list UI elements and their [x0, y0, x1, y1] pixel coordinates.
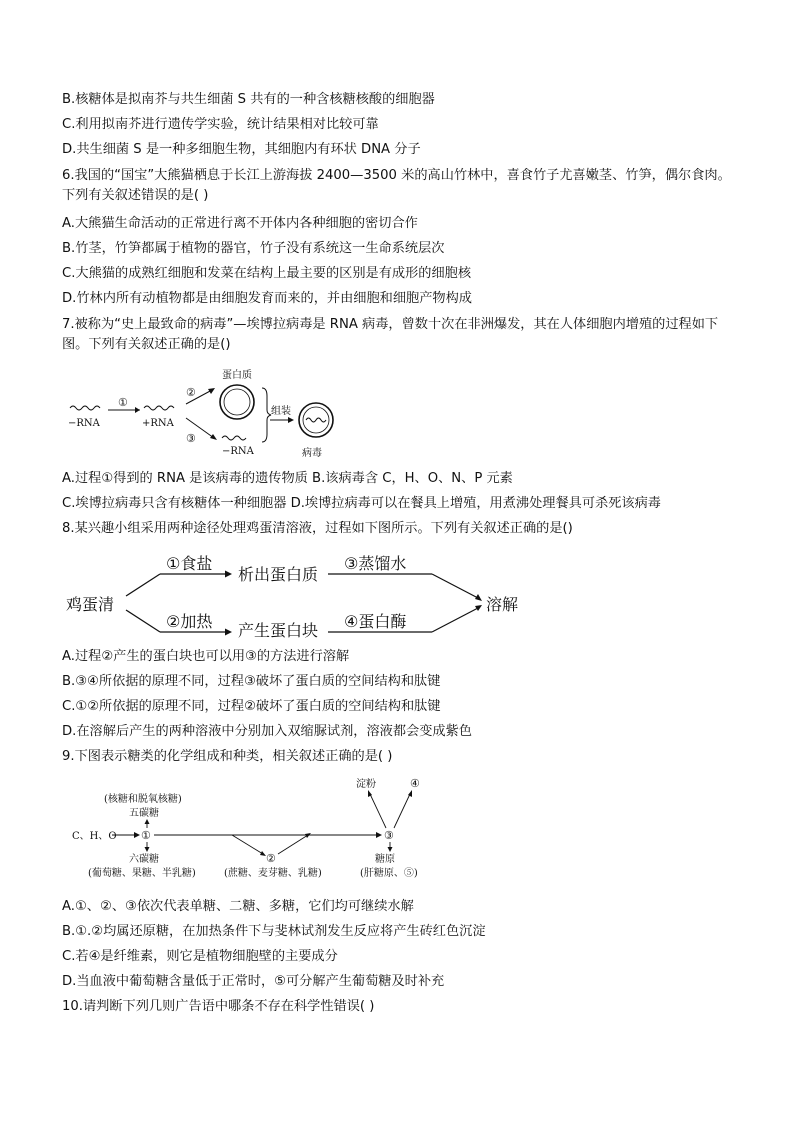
distilled-water-step-label: ③蒸馏水: [344, 554, 407, 573]
ebola-replication-diagram: [62, 364, 352, 464]
sugar-classification-diagram: [62, 772, 442, 888]
q8-option-b: B.③④所依据的原理不同，过程③破坏了蛋白质的空间结构和肽键: [62, 674, 441, 689]
hexose-note: (葡萄糖、果糖、半乳糖): [88, 868, 196, 879]
heat-step-label: ②加热: [166, 612, 213, 631]
glycogen-label: 糖原: [375, 854, 395, 865]
virus-label: 病毒: [302, 448, 322, 459]
node-1-label: ①: [141, 829, 151, 842]
egg-white-label: 鸡蛋清: [66, 595, 115, 614]
q6-option-b: B.竹茎，竹笋都属于植物的器官，竹子没有系统这一生命系统层次: [62, 241, 445, 256]
q8-option-d: D.在溶解后产生的两种溶液中分别加入双缩脲试剂，溶液都会变成紫色: [62, 724, 472, 739]
pentose-label: 五碳糖: [129, 808, 159, 819]
step-2-label: ②: [186, 386, 196, 399]
q9-option-b: B.①.②均属还原糖，在加热条件下与斐林试剂发生反应将产生砖红色沉淀: [62, 924, 486, 939]
hexose-label: 六碳糖: [129, 854, 159, 865]
node-2-label: ②: [266, 852, 276, 865]
q6-option-d: D.竹林内所有动植物都是由细胞发育而来的，并由细胞和细胞产物构成: [62, 291, 472, 306]
question-9-stem: 9.下图表示糖类的化学组成和种类，相关叙述正确的是( ): [62, 749, 393, 764]
question-10-stem: 10.请判断下列几则广告语中哪条不存在科学性错误( ): [62, 999, 375, 1014]
question-6-stem: 6.我国的“国宝”大熊猫栖息于长江上游海拔 2400—3500 米的高山竹林中，喜食竹子尤喜嫩茎、竹笋，偶尔食肉。下列有关叙述错误的是( ): [62, 168, 731, 203]
neg-rna-label: −RNA: [68, 418, 100, 429]
node-4-label: ④: [410, 777, 420, 790]
node-3-label: ③: [384, 829, 394, 842]
salt-step-label: ①食盐: [166, 554, 213, 573]
q5-option-c: C.利用拟南芥进行遗传学实验，统计结果相对比较可靠: [62, 117, 379, 132]
protease-step-label: ④蛋白酶: [344, 612, 407, 631]
dissolve-label: 溶解: [486, 595, 519, 614]
q5-option-d: D.共生细菌 S 是一种多细胞生物，其细胞内有环状 DNA 分子: [62, 142, 421, 157]
q8-option-c: C.①②所依据的原理不同，过程②破坏了蛋白质的空间结构和肽键: [62, 699, 441, 714]
disaccharide-note: (蔗糖、麦芽糖、乳糖): [224, 868, 322, 879]
pentose-note: (核糖和脱氧核糖): [104, 794, 182, 805]
pos-rna-label: +RNA: [142, 418, 174, 429]
lump-label: 产生蛋白块: [238, 621, 319, 640]
q9-option-a: A.①、②、③依次代表单糖、二糖、多糖，它们均可继续水解: [62, 899, 414, 914]
q7-options-cd: C.埃博拉病毒只含有核糖体一种细胞器 D.埃博拉病毒可以在餐具上增殖，用煮沸处理餐具可杀死该病毒: [62, 496, 661, 511]
step-3-label: ③: [186, 432, 196, 445]
q6-option-c: C.大熊猫的成熟红细胞和发菜在结构上最主要的区别是有成形的细胞核: [62, 266, 472, 281]
precipitate-label: 析出蛋白质: [238, 565, 319, 584]
step-1-label: ①: [118, 396, 128, 409]
q8-option-a: A.过程②产生的蛋白块也可以用③的方法进行溶解: [62, 649, 350, 664]
egg-white-treatment-diagram: [62, 548, 542, 642]
starch-label: 淀粉: [356, 779, 376, 790]
q5-option-b: B.核糖体是拟南芥与共生细菌 S 共有的一种含核糖核酸的细胞器: [62, 92, 435, 107]
protein-capsid-icon: [220, 385, 254, 419]
protein-label: 蛋白质: [222, 370, 252, 381]
neg-rna-2-label: −RNA: [222, 446, 254, 457]
q7-options-ab: A.过程①得到的 RNA 是该病毒的遗传物质 B.该病毒含 C，H、O、N、P 元素: [62, 471, 513, 486]
q9-option-c: C.若④是纤维素，则它是植物细胞壁的主要成分: [62, 949, 338, 964]
question-8-stem: 8.某兴趣小组采用两种途径处理鸡蛋清溶液，过程如下图所示。下列有关叙述正确的是(): [62, 521, 573, 536]
assemble-label: 组装: [271, 406, 291, 417]
question-7-stem: 7.被称为“史上最致命的病毒”—埃博拉病毒是 RNA 病毒，曾数十次在非洲爆发，其在人体细胞内增殖的过程如下图。下列有关叙述正确的是(): [62, 317, 719, 352]
glycogen-note: (肝糖原、⑤): [360, 868, 418, 879]
q6-option-a: A.大熊猫生命活动的正常进行离不开体内各种细胞的密切合作: [62, 216, 418, 231]
elements-label: C、H、O: [72, 831, 117, 842]
q9-option-d: D.当血液中葡萄糖含量低于正常时，⑤可分解产生葡萄糖及时补充: [62, 974, 445, 989]
